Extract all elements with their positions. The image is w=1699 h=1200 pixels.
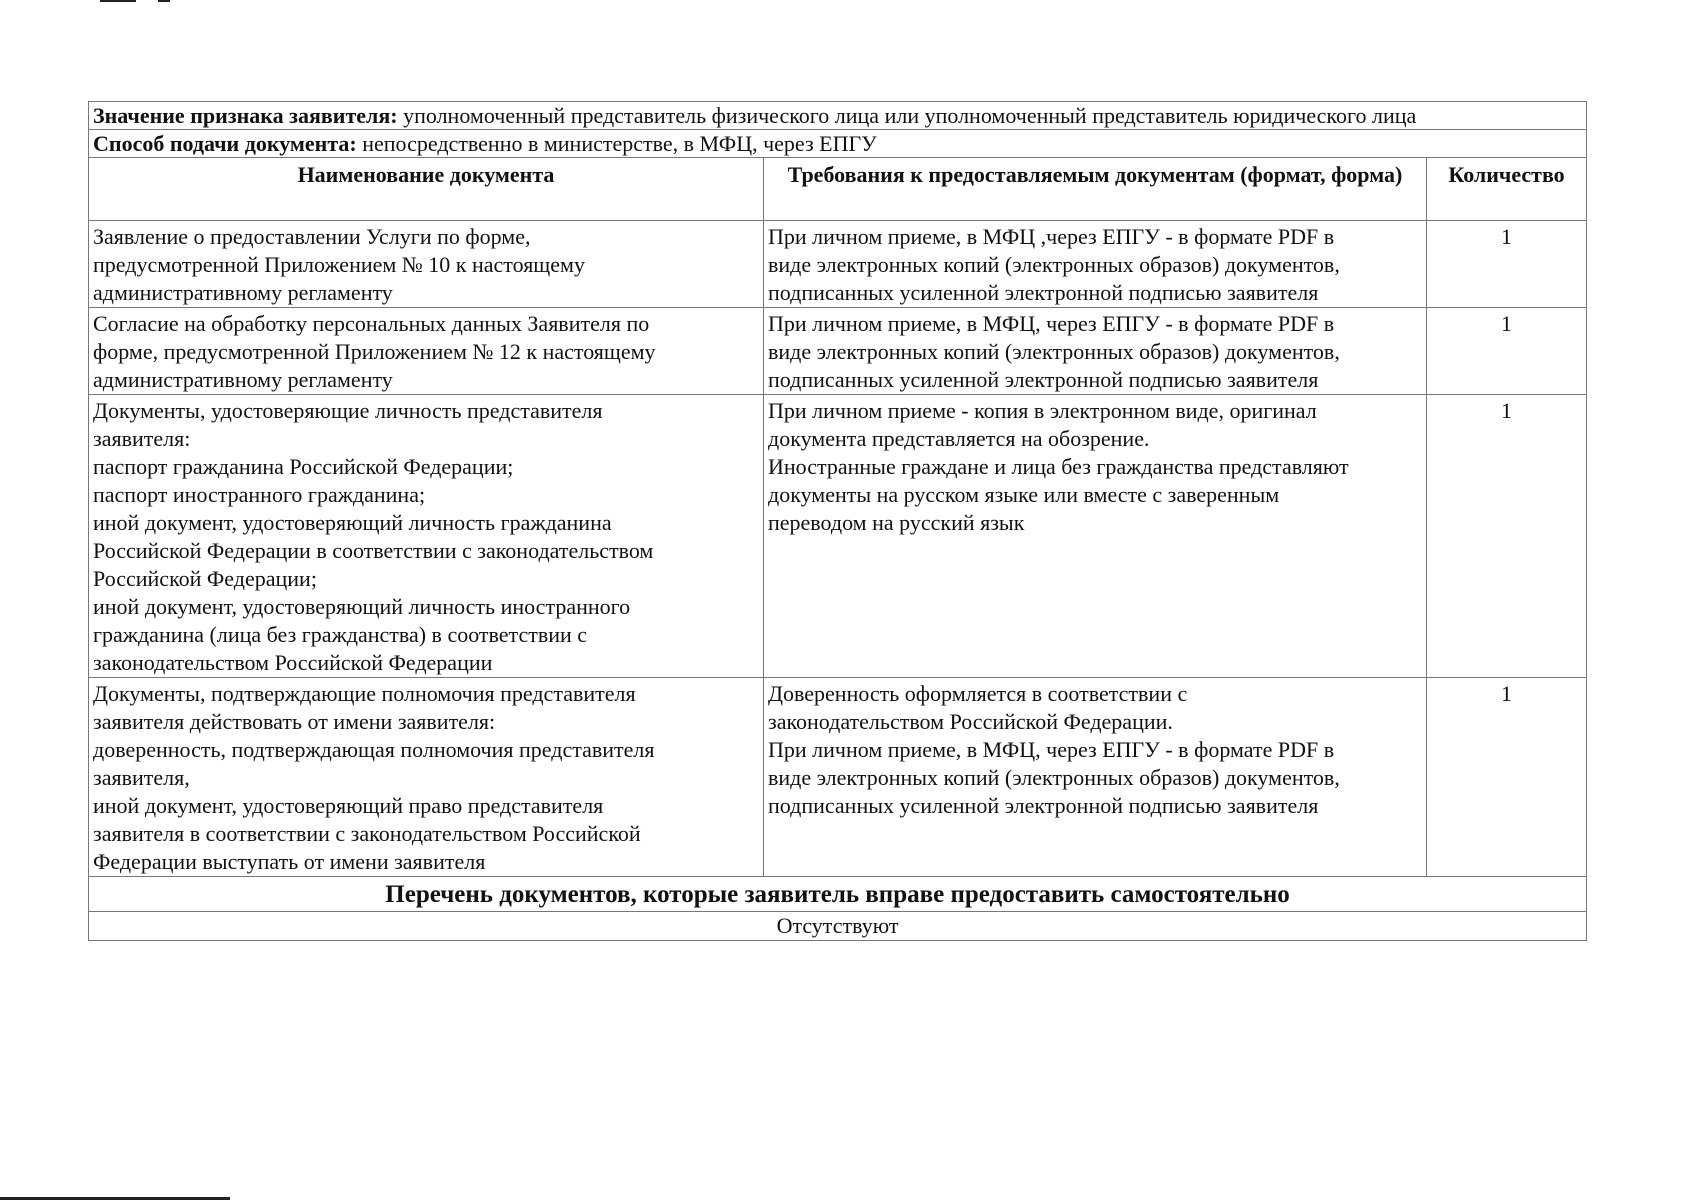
requirements-line: виде электронных копий (электронных образов) документов,	[768, 765, 1340, 790]
requirements-line: переводом на русский язык	[768, 510, 1025, 535]
requirements-line: документы на русском языке или вместе с заверенным	[768, 482, 1280, 507]
document-name-line: гражданина (лица без гражданства) в соответствии с	[93, 622, 588, 647]
requirements-line: При личном приеме, в МФЦ, через ЕПГУ - в формате PDF в	[768, 311, 1335, 336]
document-name-line: заявителя действовать от имени заявителя:	[93, 709, 496, 734]
document-name-line: законодательством Российской Федерации	[93, 650, 493, 675]
document-name-line: заявителя:	[93, 426, 191, 451]
column-header-document-name: Наименование документа	[89, 158, 764, 221]
optional-documents-title: Перечень документов, которые заявитель вправе предоставить самостоятельно	[89, 877, 1587, 912]
requirements-line: документа представляется на обозрение.	[768, 426, 1150, 451]
requirements-line: При личном приеме - копия в электронном виде, оригинал	[768, 398, 1317, 423]
submission-method-cell	[89, 130, 1587, 158]
requirements-line: виде электронных копий (электронных образов) документов,	[768, 252, 1340, 277]
document-name-line: Документы, удостоверяющие личность представителя	[93, 398, 603, 423]
document-name-line: Федерации выступать от имени заявителя	[93, 849, 486, 874]
document-name-line: доверенность, подтверждающая полномочия представителя	[93, 737, 655, 762]
document-name-line: заявителя,	[93, 765, 190, 790]
requirements-cell	[764, 678, 1427, 877]
document-name-cell	[89, 395, 764, 678]
requirements-line: При личном приеме, в МФЦ ,через ЕПГУ - в формате PDF в	[768, 224, 1335, 249]
documents-table	[88, 101, 1587, 941]
applicant-attribute-value: уполномоченный представитель физического лица или уполномоченный представитель юридического лица	[403, 103, 1417, 128]
document-name-line: заявителя в соответствии с законодательством Российской	[93, 821, 641, 846]
document-name-line: иной документ, удостоверяющий право представителя	[93, 793, 604, 818]
requirements-line: При личном приеме, в МФЦ, через ЕПГУ - в формате PDF в	[768, 737, 1335, 762]
table-header-row	[89, 158, 1587, 221]
document-name-line: Заявление о предоставлении Услуги по форме,	[93, 224, 531, 249]
requirements-cell	[764, 221, 1427, 308]
scan-mark-top-left	[100, 0, 136, 2]
requirements-cell	[764, 395, 1427, 678]
quantity-cell: 1	[1427, 678, 1587, 877]
requirements-line: подписанных усиленной электронной подписью заявителя	[768, 793, 1319, 818]
column-header-quantity: Количество	[1427, 158, 1587, 221]
requirements-line: законодательством Российской Федерации.	[768, 709, 1173, 734]
optional-documents-title-row	[89, 877, 1587, 912]
requirements-line: виде электронных копий (электронных образов) документов,	[768, 339, 1340, 364]
quantity-cell: 1	[1427, 308, 1587, 395]
quantity-cell: 1	[1427, 221, 1587, 308]
document-name-line: паспорт иностранного гражданина;	[93, 482, 426, 507]
document-name-line: предусмотренной Приложением № 10 к настоящему	[93, 252, 585, 277]
requirements-line: Доверенность оформляется в соответствии с	[768, 681, 1188, 706]
table-row	[89, 678, 1587, 877]
document-name-line: Согласие на обработку персональных данных Заявителя по	[93, 311, 650, 336]
optional-documents-value-row	[89, 912, 1587, 941]
table-row	[89, 221, 1587, 308]
quantity-cell: 1	[1427, 395, 1587, 678]
optional-documents-value: Отсутствуют	[89, 912, 1587, 941]
submission-method-label: Способ подачи документа:	[93, 131, 357, 156]
document-name-cell	[89, 678, 764, 877]
document-name-line: форме, предусмотренной Приложением № 12 к настоящему	[93, 339, 656, 364]
submission-method-value: непосредственно в министерстве, в МФЦ, через ЕПГУ	[362, 131, 877, 156]
table-row	[89, 308, 1587, 395]
document-name-line: паспорт гражданина Российской Федерации;	[93, 454, 514, 479]
table-row	[89, 395, 1587, 678]
submission-method-row	[89, 130, 1587, 158]
requirements-line: подписанных усиленной электронной подписью заявителя	[768, 367, 1319, 392]
column-header-requirements: Требования к предоставляемым документам (формат, форма)	[764, 158, 1427, 221]
applicant-attribute-row	[89, 102, 1587, 130]
requirements-line: подписанных усиленной электронной подписью заявителя	[768, 280, 1319, 305]
requirements-line: Иностранные граждане и лица без гражданства представляют	[768, 454, 1349, 479]
applicant-attribute-label: Значение признака заявителя:	[93, 103, 398, 128]
document-name-line: Документы, подтверждающие полномочия представителя	[93, 681, 636, 706]
document-name-line: Российской Федерации;	[93, 566, 317, 591]
document-name-line: иной документ, удостоверяющий личность иностранного	[93, 594, 631, 619]
scan-mark-top-left-short	[158, 0, 170, 2]
document-name-line: административному регламенту	[93, 280, 393, 305]
document-name-line: административному регламенту	[93, 367, 393, 392]
applicant-attribute-cell	[89, 102, 1587, 130]
document-name-line: иной документ, удостоверяющий личность гражданина	[93, 510, 612, 535]
document-name-cell	[89, 221, 764, 308]
document-name-cell	[89, 308, 764, 395]
document-name-line: Российской Федерации в соответствии с законодательством	[93, 538, 654, 563]
requirements-cell	[764, 308, 1427, 395]
